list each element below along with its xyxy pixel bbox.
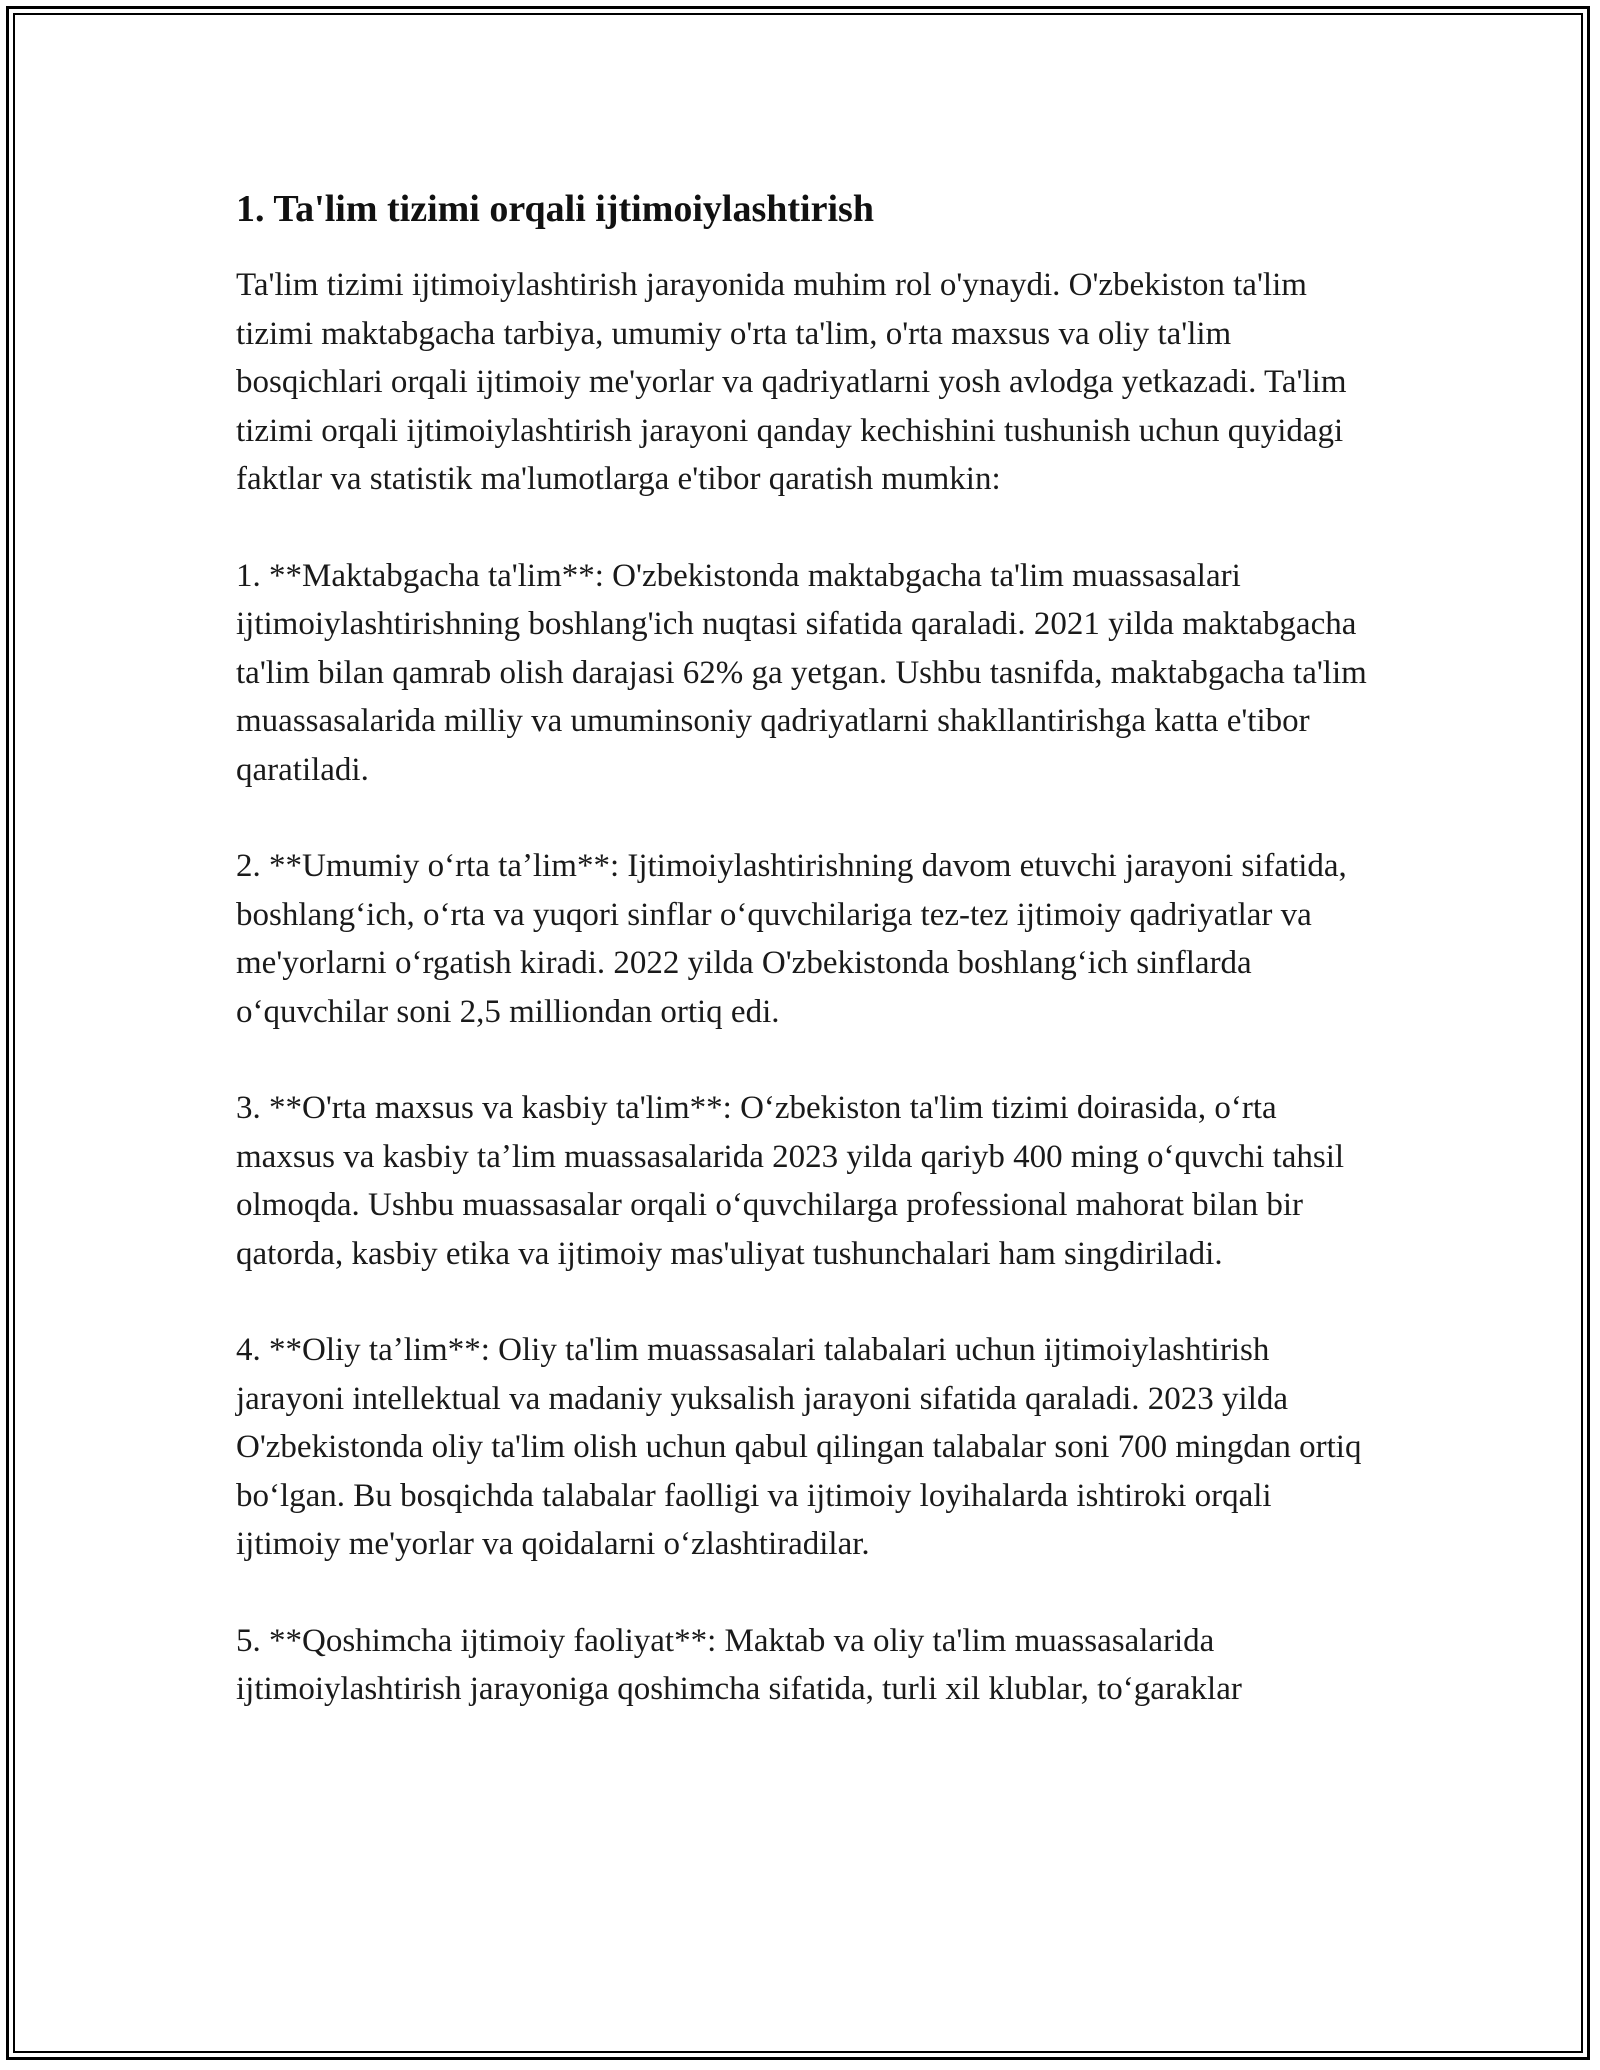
intro-paragraph: Ta'lim tizimi ijtimoiylashtirish jarayonida muhim rol o'ynaydi. O'zbekiston ta'lim tizimi maktabgacha tarbiya, umumiy o'rta ta'lim, o'rta maxsus va oliy ta'lim bosqichlari orqali ijtimoiy me'yorlar va qadriyatlarni yosh avlodga yetkazadi. Ta'lim tizimi orqali ijtimoiylashtirish jarayoni qanday kechishini tushunish uchun quyidagi faktlar va statistik ma'lumotlarga e'tibor qaratish mumkin: — [236, 267, 1347, 497]
paragraph-higher-education: 4. **Oliy taʼlim**: Oliy ta'lim muassasalari talabalari uchun ijtimoiylashtirish jarayoni intellektual va madaniy yuksalish jarayoni sifatida qaraladi. 2023 yilda O'zbekistonda oliy ta'lim olish uchun qabul qilingan talabalar soni 700 mingdan ortiq boʻlgan. Bu bosqichda talabalar faolligi va ijtimoiy loyihalarda ishtiroki orqali ijtimoiy me'yorlar va qoidalarni oʻzlashtiradilar. — [236, 1332, 1362, 1562]
paragraph-general-secondary-education: 2. **Umumiy oʻrta taʼlim**: Ijtimoiylashtirishning davom etuvchi jarayoni sifatida, boshlangʻich, oʻrta va yuqori sinflar oʻquvchilariga tez-tez ijtimoiy qadriyatlar va me'yorlarni oʻrgatish kiradi. 2022 yilda O'zbekistonda boshlangʻich sinflarda oʻquvchilar soni 2,5 milliondan ortiq edi. — [236, 848, 1347, 1030]
paragraph-preschool-education: 1. **Maktabgacha ta'lim**: O'zbekistonda maktabgacha ta'lim muassasalari ijtimoiylashtirishning boshlang'ich nuqtasi sifatida qaraladi. 2021 yilda maktabgacha ta'lim bilan qamrab olish darajasi 62% ga yetgan. Ushbu tasnifda, maktabgacha ta'lim muassasalarida milliy va umuminsoniy qadriyatlarni shakllantirishga katta e'tibor qaratiladi. — [236, 557, 1367, 788]
paragraph-extra-activities: 5. **Qoshimcha ijtimoiy faoliyat**: Maktab va oliy ta'lim muassasalarida ijtimoiylashtirish jarayoniga qoshimcha sifatida, turli xil klublar, toʻgaraklar — [236, 1622, 1242, 1707]
paragraph-vocational-education: 3. **O'rta maxsus va kasbiy ta'lim**: Oʻzbekiston ta'lim tizimi doirasida, oʻrta maxsus va kasbiy taʼlim muassasalarida 2023 yilda qariyb 400 ming oʻquvchi tahsil olmoqda. Ushbu muassasalar orqali oʻquvchilarga professional mahorat bilan bir qatorda, kasbiy etika va ijtimoiy mas'uliyat tushunchalari ham singdiriladi. — [236, 1090, 1345, 1272]
section-heading: 1. Ta'lim tizimi orqali ijtimoiylashtirish — [236, 188, 874, 230]
document-body — [236, 185, 1376, 1714]
